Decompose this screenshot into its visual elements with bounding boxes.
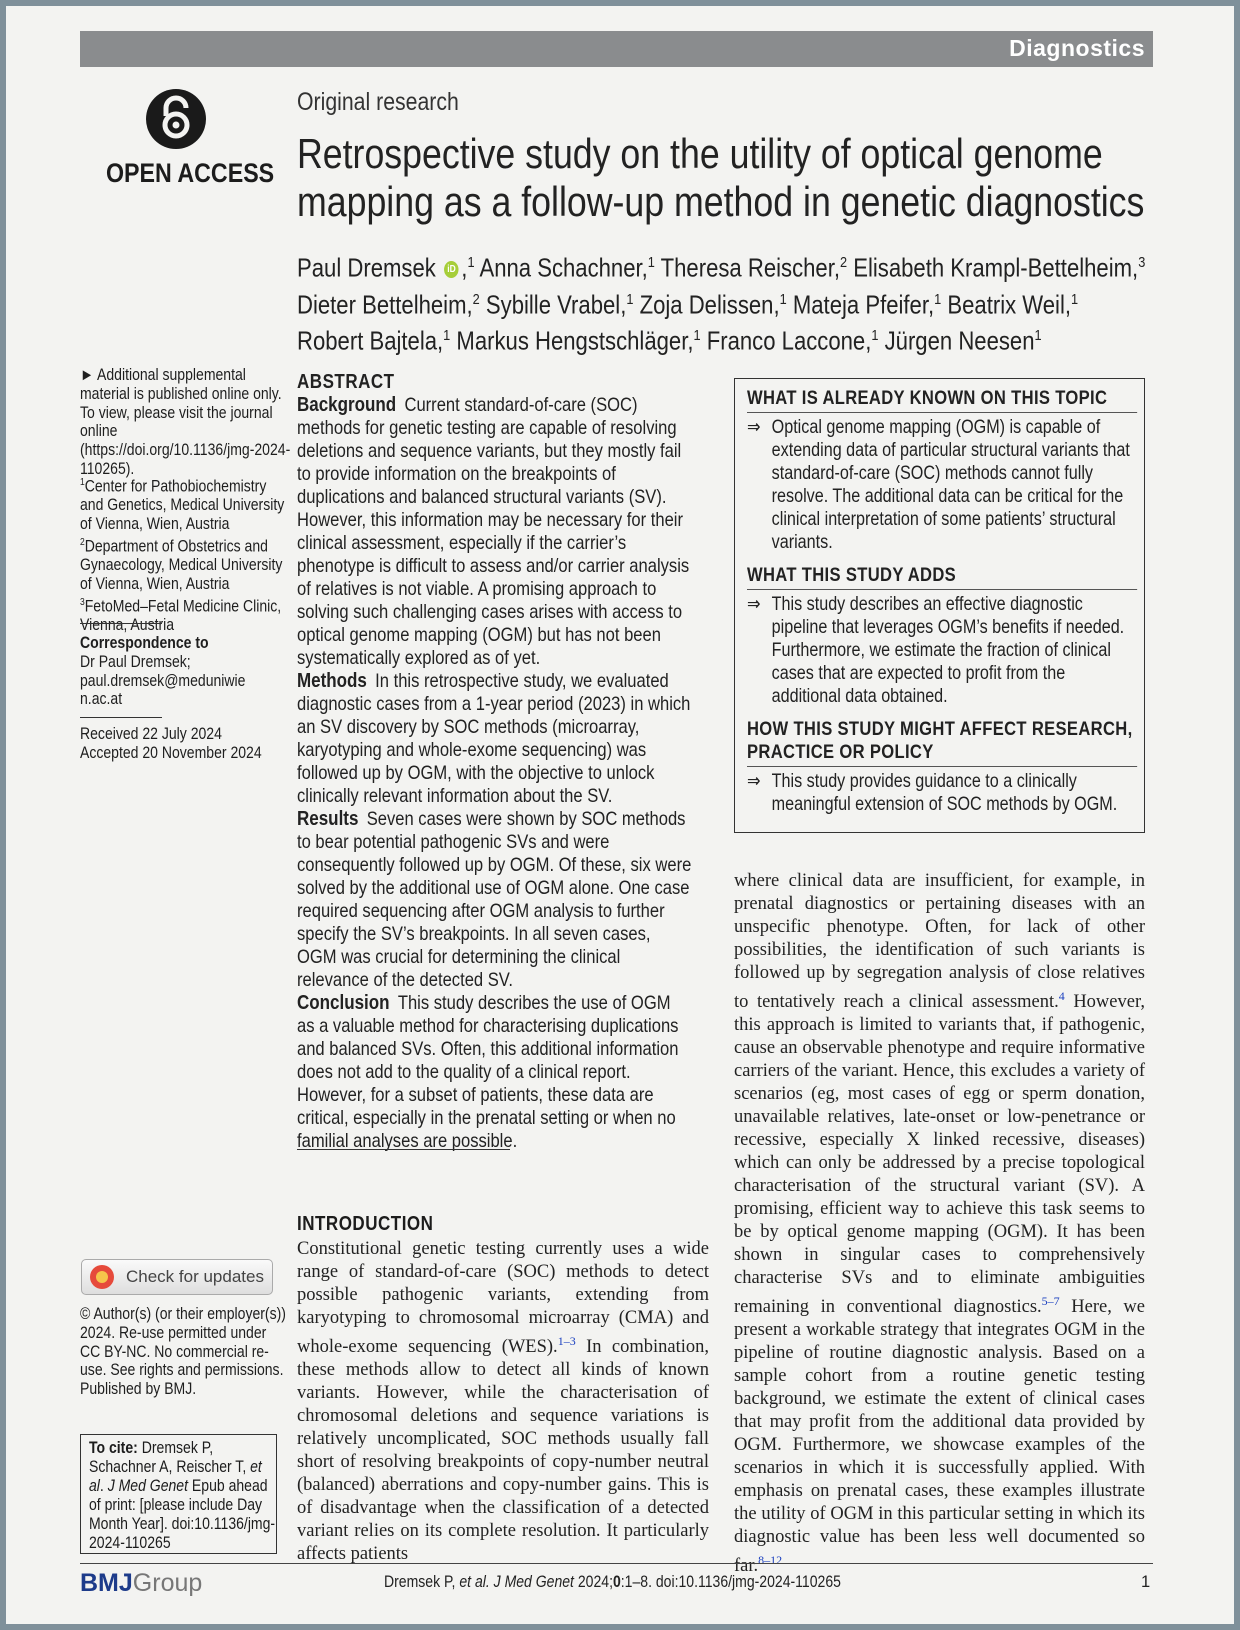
abstract — [297, 371, 692, 1153]
body-paragraph — [734, 870, 1145, 1578]
affiliation-marker: 1 — [467, 254, 475, 271]
footer-citation — [384, 1573, 841, 1592]
citation-link[interactable]: 1–3 — [557, 1334, 576, 1348]
introduction-heading: INTRODUCTION — [297, 1213, 434, 1235]
footer-cite-etal: et al — [459, 1573, 486, 1591]
affiliation-number: 1 — [80, 477, 85, 488]
author-name[interactable]: Dieter Bettelheim, — [297, 289, 473, 320]
section-banner — [80, 31, 1153, 67]
arrow-icon: ⇒ — [747, 594, 761, 615]
affiliation-marker: 1 — [626, 290, 634, 308]
affiliation — [80, 594, 293, 635]
key-messages — [747, 387, 1137, 826]
check-for-updates-label: Check for updates — [126, 1267, 264, 1286]
affiliation-marker: 1 — [934, 290, 942, 308]
author-name[interactable]: Jürgen Neesen — [884, 325, 1035, 356]
footer-divider — [80, 1563, 1153, 1564]
abstract-section-text: Seven cases were shown by SOC methods to bear potential pathogenic SVs and were consequently followed up by OGM. Of these, six were solved by the additional use of OGM alone. One case required sequencing after OGM analysis to further specify the SV’s breakpoints. In all seven cases, OGM was crucial for determining the clinical relevance of the detected SV. — [297, 808, 692, 991]
affiliation-marker: 2 — [839, 254, 848, 271]
abstract-divider — [297, 1149, 510, 1150]
affiliation-marker: 1 — [1071, 290, 1079, 308]
bmj-logo-bold: BMJ — [80, 1569, 133, 1597]
author-name[interactable]: Franco Laccone, — [706, 325, 872, 356]
body-text-c: Here, we present a workable strategy that integrates OGM in the pipeline of routine diagnostic analysis. Based on a sample cohort from a routine genetic testing background, we estimate the extent of clinical cases that may profit from the additional data provided by OGM. Furthermore, we showcase examples of the scenarios in which it is successfully applied. With emphasis on prenatal cases, these examples illustrate the utility of OGM in this particular setting in which its diagnostic value has been less well documented so far. — [734, 1297, 1145, 1577]
open-access-label: OPEN ACCESS — [106, 158, 275, 188]
cite-label: To cite: — [89, 1439, 138, 1457]
abstract-section-label: Conclusion — [297, 992, 390, 1014]
body-text-a: where clinical data are insufficient, for example, in prenatal diagnostics or pertaining diseases with an unspecific phenotype. Often, for lack of other possibilities, the identification of such variants is followed up by segregation analysis of close relatives to tentatively reach a clinical assessment. — [734, 871, 1145, 1013]
affiliation-number: 2 — [80, 536, 85, 548]
abstract-section-label: Methods — [297, 670, 367, 692]
body-right-column — [734, 870, 1145, 1578]
cite-authors: Dremsek P, Schachner A, Reischer T, — [89, 1439, 247, 1476]
check-for-updates-button[interactable] — [81, 1259, 273, 1295]
author-name[interactable]: Theresa Reischer, — [660, 252, 840, 283]
key-message-item — [747, 593, 1137, 708]
author-name[interactable]: Elisabeth Krampl-Bettelheim, — [853, 252, 1139, 283]
author-line-2 — [297, 284, 1234, 321]
cite-text: To cite: Dremsek P, Schachner A, Reischer T, et al. J Med Genet Epub ahead of print: [please include Day Month Year]. doi:10.1136/jmg-2024-110265 — [89, 1439, 276, 1552]
author-line-1: Paul Dremsek iD ,$^1$ Anna Schachner,$^1$ Theresa Reischer,$^2$ Elisabeth Krampl-Bettelheim,$^3$ — [297, 252, 1146, 283]
affiliation-marker: 1 — [779, 290, 787, 308]
affiliation-text: Department of Obstetrics and Gynaecology, Medical University of Vienna, Wien, Austria — [80, 537, 283, 593]
affiliation — [80, 534, 293, 594]
abstract-section-label: Results — [297, 808, 359, 830]
article-type: Original research — [297, 88, 459, 116]
key-message-heading: WHAT THIS STUDY ADDS — [747, 564, 1137, 590]
bmj-logo-light: Group — [132, 1569, 203, 1597]
license-text: © Author(s) (or their employer(s)) 2024. Re-use permitted under CC BY-NC. No commercial re-use. See rights and permissions. Published by BMJ. — [80, 1305, 286, 1399]
key-message-text: Optical genome mapping (OGM) is capable of extending data of particular structural variants that standard-of-care (SOC) methods cannot fully resolve. The additional data can be critical for the clinical interpretation of some patients’ structural variants. — [771, 417, 1130, 553]
abstract-section — [297, 670, 692, 808]
affiliation — [80, 474, 293, 534]
author-list — [297, 247, 1234, 357]
author-name[interactable]: Markus Hengstschläger, — [456, 325, 694, 356]
key-message-item — [747, 770, 1137, 816]
affiliations — [80, 474, 293, 635]
key-message-item — [747, 416, 1137, 554]
arrow-icon: ⇒ — [747, 417, 761, 438]
author-line-3 — [297, 320, 1234, 357]
key-message-heading: HOW THIS STUDY MIGHT AFFECT RESEARCH, PRACTICE OR POLICY — [747, 718, 1137, 767]
key-message-heading: WHAT IS ALREADY KNOWN ON THIS TOPIC — [747, 387, 1137, 413]
section-label: Diagnostics — [1009, 35, 1145, 61]
key-message-text: This study describes an effective diagnostic pipeline that leverages OGM’s benefits if needed. Furthermore, we estimate the fraction of clinical cases that are expected to profit from the additional data obtained. — [771, 594, 1125, 707]
open-access-logo — [106, 88, 275, 189]
supplemental-note: ► Additional supplemental material is published online only. To view, please visit the journal online (https://doi.org/10.1136/jmg-2024-110265). — [80, 366, 291, 478]
abstract-sections — [297, 394, 692, 1153]
footer-cite-authors: Dremsek P, — [384, 1573, 456, 1591]
cite-journal: J Med Genet — [107, 1477, 189, 1495]
page-number: 1 — [1141, 1573, 1151, 1591]
cite-box — [80, 1434, 277, 1554]
received-date: Received 22 July 2024 — [80, 725, 222, 743]
journal-page — [6, 6, 1234, 1624]
correspondence-name: Dr Paul Dremsek; — [80, 652, 191, 671]
author-name[interactable]: Mateja Pfeifer, — [792, 289, 935, 320]
abstract-section-label: Background — [297, 394, 397, 416]
open-access-icon — [145, 88, 207, 150]
abstract-section-text: Current standard-of-care (SOC) methods for genetic testing are capable of resolving deletions and sequence variants, but they mostly fail to provide information on the breakpoints of duplications and balanced structural variants (SV). However, this information may be necessary for their clinical assessment, especially if the carrier’s phenotype is difficult to assess and/or carrier analysis of relatives is not viable. A promising approach to solving such challenging cases arises with access to optical genome mapping (OGM) but has not been systematically explored as of yet. — [297, 394, 690, 669]
affiliation-number: 3 — [80, 596, 85, 608]
abstract-section — [297, 394, 692, 670]
author-name[interactable]: Sybille Vrabel, — [485, 289, 627, 320]
accepted-date: Accepted 20 November 2024 — [80, 743, 262, 762]
author-name[interactable]: Beatrix Weil, — [947, 289, 1072, 320]
affiliation-text: FetoMed–Fetal Medicine Clinic, Vienna, Austria — [80, 597, 282, 635]
footer-cite-doi: :1–8. doi:10.1136/jmg-2024-110265 — [620, 1573, 841, 1591]
footer-cite-year: 2024; — [577, 1573, 613, 1591]
orcid-icon[interactable]: iD — [444, 261, 458, 278]
correspondence-email[interactable]: paul.dremsek@meduniwien.ac.at — [80, 671, 246, 709]
citation-link[interactable]: 4 — [1058, 989, 1065, 1003]
sidebar-divider — [80, 717, 162, 718]
affiliation-marker: 1 — [1034, 327, 1042, 345]
footer-cite-journal: . J Med Genet — [485, 1573, 574, 1591]
key-messages-box — [734, 378, 1145, 833]
citation-link[interactable]: 5–7 — [1041, 1294, 1060, 1309]
correspondence-heading: Correspondence to — [80, 634, 209, 652]
abstract-heading: ABSTRACT — [297, 371, 395, 393]
author-name[interactable]: Anna Schachner, — [479, 252, 648, 283]
sidebar-divider — [80, 623, 162, 624]
abstract-section — [297, 992, 692, 1153]
correspondence — [80, 634, 293, 709]
dates — [80, 725, 293, 763]
abstract-section — [297, 808, 692, 992]
introduction-paragraph — [297, 1238, 709, 1566]
arrow-icon: ⇒ — [747, 771, 761, 792]
author-name[interactable]: Paul Dremsek — [297, 252, 436, 283]
affiliation-marker: 1 — [647, 254, 655, 271]
bmj-group-logo — [80, 1569, 202, 1598]
affiliation-marker: 1 — [443, 327, 451, 345]
citation-link[interactable]: 8–12 — [758, 1553, 783, 1568]
intro-text-a: Constitutional genetic testing currently uses a wide range of standard-of-care (SOC) methods to detect possible pathogenic variants, extending from karyotyping to chromosomal microarray (CMA) and whole-exome sequencing (WES). — [297, 1239, 709, 1358]
abstract-section-text: In this retrospective study, we evaluated diagnostic cases from a 1-year period (2023) in which an SV discovery by SOC methods (microarray, karyotyping and whole-exome sequencing) was followed up by OGM, with the objective to unlock clinically relevant information about the SV. — [297, 670, 691, 807]
author-name[interactable]: Robert Bajtela, — [297, 325, 444, 356]
footer-cite-volume: 0 — [612, 1573, 621, 1591]
abstract-section-text: This study describes the use of OGM as a valuable method for characterising duplications and balanced SVs. Often, this additional information does not add to the quality of a clinical report. However, for a subset of patients, these data are critical, especially in the prenatal setting or when no familial analyses are possible. — [297, 992, 679, 1152]
intro-text-b: In combination, these methods allow to detect all kinds of known variants. However, while the characterisation of chromosomal deletions and sequence variations is relatively uncomplicated, SOC methods usually fall short of resolving breakpoints of copy-number neutral (balanced) aberrations and copy-number gains. This is of disadvantage when the classification of a detected variant relies on its complete resolution. It particularly affects patients — [297, 1337, 709, 1565]
affiliation-marker: 1 — [693, 327, 701, 345]
affiliation-marker: 2 — [472, 290, 480, 308]
introduction — [297, 1213, 709, 1566]
affiliation-marker: 3 — [1138, 254, 1146, 271]
cite-etal: et al — [89, 1458, 262, 1495]
author-name[interactable]: Zoja Delissen, — [639, 289, 780, 320]
article-title: Retrospective study on the utility of optical genome mapping as a follow-up method in genetic diagnostics — [297, 130, 1145, 225]
crossmark-icon — [90, 1265, 114, 1289]
affiliation-text: Center for Pathobiochemistry and Genetics, Medical University of Vienna, Wien, Austria — [80, 477, 285, 534]
body-text-b: However, this approach is limited to variants that, if pathogenic, cause an observable phenotype and require informative carriers of the variant. Hence, this excludes a variety of scenarios (eg, most cases of egg or sperm donation, unavailable relatives, late-onset or low-penetrance or recessive, especially X linked recessive, diseases) which can only be addressed by a precise topological characterisation of the structural variant (SV). A promising, efficient way to achieve this task seems to be by optical genome mapping (OGM). It has been shown in singular cases to comprehensively characterise SVs and to eliminate ambiguities remaining in conventional diagnostics. — [734, 992, 1146, 1318]
key-message-text: This study provides guidance to a clinically meaningful extension of SOC methods by OGM. — [771, 771, 1118, 815]
cite-details: Epub ahead of print: [please include Day Month Year]. doi:10.1136/jmg-2024-110265 — [89, 1477, 276, 1552]
affiliation-marker: 1 — [871, 327, 879, 345]
